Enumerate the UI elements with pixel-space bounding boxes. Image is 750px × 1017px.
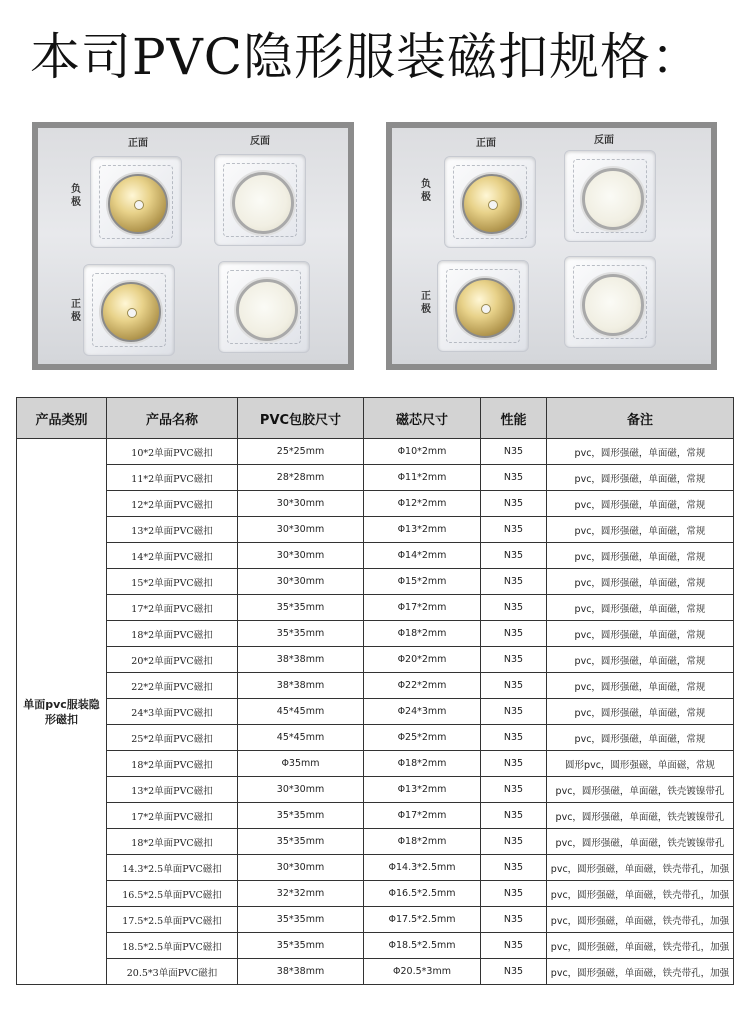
- pvc-size-cell: 38*38mm: [238, 647, 364, 673]
- grade-cell: N35: [481, 829, 547, 855]
- table-row: [17, 855, 734, 881]
- pvc-pad: [83, 264, 175, 356]
- pvc-pad: [90, 156, 182, 248]
- product-name-cell: 24*3单面PVC磁扣: [107, 699, 238, 725]
- table-row: [17, 959, 734, 985]
- table-row: [17, 933, 734, 959]
- header-note: 备注: [547, 398, 734, 439]
- core-size-cell: Φ17*2mm: [364, 595, 481, 621]
- pvc-size-cell: 45*45mm: [238, 725, 364, 751]
- note-cell: pvc，圆形强磁，单面磁，常规: [547, 491, 734, 517]
- note-cell: pvc，圆形强磁，单面磁，常规: [547, 595, 734, 621]
- magnet-back-icon: [582, 274, 644, 336]
- grade-cell: N35: [481, 777, 547, 803]
- grade-cell: N35: [481, 907, 547, 933]
- table-row: [17, 777, 734, 803]
- table-row: [17, 465, 734, 491]
- note-cell: pvc，圆形强磁，单面磁，铁壳带孔，加强: [547, 959, 734, 985]
- core-size-cell: Φ15*2mm: [364, 569, 481, 595]
- core-size-cell: Φ18*2mm: [364, 829, 481, 855]
- table-row: [17, 491, 734, 517]
- table-body: [17, 439, 734, 985]
- magnet-front-icon: [108, 174, 168, 234]
- back-label: 反面: [594, 135, 614, 146]
- pvc-size-cell: 35*35mm: [238, 621, 364, 647]
- product-name-cell: 20.5*3单面PVC磁扣: [107, 959, 238, 985]
- front-label: 正面: [128, 138, 148, 149]
- photo-surface: [38, 128, 348, 364]
- product-name-cell: 14*2单面PVC磁扣: [107, 543, 238, 569]
- note-cell: pvc，圆形强磁，单面磁，常规: [547, 647, 734, 673]
- magnet-front-icon: [455, 278, 515, 338]
- core-size-cell: Φ12*2mm: [364, 491, 481, 517]
- note-cell: 圆形pvc，圆形强磁，单面磁，常规: [547, 751, 734, 777]
- magnet-front-icon: [462, 174, 522, 234]
- product-name-cell: 18*2单面PVC磁扣: [107, 751, 238, 777]
- spec-table: [16, 397, 734, 985]
- product-name-cell: 17.5*2.5单面PVC磁扣: [107, 907, 238, 933]
- pvc-size-cell: 30*30mm: [238, 517, 364, 543]
- magnet-back-icon: [582, 168, 644, 230]
- table-row: [17, 907, 734, 933]
- core-size-cell: Φ18*2mm: [364, 621, 481, 647]
- table-row: [17, 673, 734, 699]
- category-cell: 单面pvc服装隐形磁扣: [17, 439, 107, 985]
- core-size-cell: Φ14.3*2.5mm: [364, 855, 481, 881]
- core-size-cell: Φ13*2mm: [364, 777, 481, 803]
- note-cell: pvc，圆形强磁，单面磁，常规: [547, 673, 734, 699]
- front-label: 正面: [476, 138, 496, 149]
- negative-pole-label: 负极: [71, 184, 81, 208]
- product-photo-right: [386, 122, 717, 370]
- table-row: [17, 829, 734, 855]
- core-size-cell: Φ20.5*3mm: [364, 959, 481, 985]
- pvc-size-cell: 25*25mm: [238, 439, 364, 465]
- pvc-size-cell: Φ35mm: [238, 751, 364, 777]
- page-title: 本司PVC隐形服装磁扣规格：: [30, 28, 703, 86]
- pvc-size-cell: 45*45mm: [238, 699, 364, 725]
- note-cell: pvc，圆形强磁，单面磁，常规: [547, 699, 734, 725]
- pvc-pad: [444, 156, 536, 248]
- note-cell: pvc，圆形强磁，单面磁，常规: [547, 543, 734, 569]
- product-name-cell: 13*2单面PVC磁扣: [107, 517, 238, 543]
- grade-cell: N35: [481, 491, 547, 517]
- pvc-size-cell: 30*30mm: [238, 569, 364, 595]
- pvc-size-cell: 30*30mm: [238, 777, 364, 803]
- pvc-size-cell: 35*35mm: [238, 933, 364, 959]
- pvc-pad: [564, 150, 656, 242]
- core-size-cell: Φ13*2mm: [364, 517, 481, 543]
- table-row: [17, 569, 734, 595]
- table-row: [17, 595, 734, 621]
- positive-pole-label: 正极: [421, 291, 431, 315]
- product-name-cell: 18.5*2.5单面PVC磁扣: [107, 933, 238, 959]
- product-name-cell: 25*2单面PVC磁扣: [107, 725, 238, 751]
- grade-cell: N35: [481, 699, 547, 725]
- core-size-cell: Φ20*2mm: [364, 647, 481, 673]
- table-row: [17, 699, 734, 725]
- pvc-size-cell: 35*35mm: [238, 907, 364, 933]
- header-core-size: 磁芯尺寸: [364, 398, 481, 439]
- pvc-size-cell: 38*38mm: [238, 959, 364, 985]
- pvc-pad: [437, 260, 529, 352]
- grade-cell: N35: [481, 569, 547, 595]
- pvc-size-cell: 28*28mm: [238, 465, 364, 491]
- product-name-cell: 17*2单面PVC磁扣: [107, 595, 238, 621]
- table-row: [17, 803, 734, 829]
- header-pvc-size: PVC包胶尺寸: [238, 398, 364, 439]
- grade-cell: N35: [481, 725, 547, 751]
- table-row: [17, 647, 734, 673]
- pvc-pad: [564, 256, 656, 348]
- magnet-back-icon: [236, 279, 298, 341]
- product-photo-left: [32, 122, 354, 370]
- pvc-size-cell: 30*30mm: [238, 543, 364, 569]
- product-name-cell: 18*2单面PVC磁扣: [107, 621, 238, 647]
- product-name-cell: 13*2单面PVC磁扣: [107, 777, 238, 803]
- product-name-cell: 14.3*2.5单面PVC磁扣: [107, 855, 238, 881]
- header-grade: 性能: [481, 398, 547, 439]
- note-cell: pvc，圆形强磁，单面磁，铁壳带孔，加强: [547, 881, 734, 907]
- back-label: 反面: [250, 136, 270, 147]
- photo-surface: [392, 128, 711, 364]
- core-size-cell: Φ17.5*2.5mm: [364, 907, 481, 933]
- note-cell: pvc，圆形强磁，单面磁，铁壳带孔，加强: [547, 855, 734, 881]
- grade-cell: N35: [481, 673, 547, 699]
- product-name-cell: 16.5*2.5单面PVC磁扣: [107, 881, 238, 907]
- grade-cell: N35: [481, 595, 547, 621]
- core-size-cell: Φ18.5*2.5mm: [364, 933, 481, 959]
- pvc-pad: [214, 154, 306, 246]
- core-size-cell: Φ25*2mm: [364, 725, 481, 751]
- product-name-cell: 12*2单面PVC磁扣: [107, 491, 238, 517]
- product-name-cell: 11*2单面PVC磁扣: [107, 465, 238, 491]
- core-size-cell: Φ14*2mm: [364, 543, 481, 569]
- pvc-size-cell: 35*35mm: [238, 829, 364, 855]
- note-cell: pvc，圆形强磁，单面磁，铁壳带孔，加强: [547, 933, 734, 959]
- table-row: [17, 543, 734, 569]
- core-size-cell: Φ11*2mm: [364, 465, 481, 491]
- pvc-size-cell: 35*35mm: [238, 803, 364, 829]
- note-cell: pvc，圆形强磁，单面磁，常规: [547, 569, 734, 595]
- magnet-front-icon: [101, 282, 161, 342]
- grade-cell: N35: [481, 543, 547, 569]
- product-name-cell: 17*2单面PVC磁扣: [107, 803, 238, 829]
- grade-cell: N35: [481, 465, 547, 491]
- pvc-pad: [218, 261, 310, 353]
- note-cell: pvc，圆形强磁，单面磁，铁壳镀镍带孔: [547, 777, 734, 803]
- core-size-cell: Φ24*3mm: [364, 699, 481, 725]
- grade-cell: N35: [481, 881, 547, 907]
- table-row: [17, 621, 734, 647]
- magnet-back-icon: [232, 172, 294, 234]
- header-product-name: 产品名称: [107, 398, 238, 439]
- product-name-cell: 15*2单面PVC磁扣: [107, 569, 238, 595]
- pvc-size-cell: 30*30mm: [238, 491, 364, 517]
- note-cell: pvc，圆形强磁，单面磁，常规: [547, 465, 734, 491]
- grade-cell: N35: [481, 933, 547, 959]
- note-cell: pvc，圆形强磁，单面磁，常规: [547, 517, 734, 543]
- core-size-cell: Φ18*2mm: [364, 751, 481, 777]
- grade-cell: N35: [481, 751, 547, 777]
- pvc-size-cell: 32*32mm: [238, 881, 364, 907]
- pvc-size-cell: 30*30mm: [238, 855, 364, 881]
- grade-cell: N35: [481, 855, 547, 881]
- table-row: [17, 439, 734, 465]
- table-row: [17, 517, 734, 543]
- product-name-cell: 10*2单面PVC磁扣: [107, 439, 238, 465]
- note-cell: pvc，圆形强磁，单面磁，常规: [547, 439, 734, 465]
- positive-pole-label: 正极: [71, 299, 81, 323]
- core-size-cell: Φ22*2mm: [364, 673, 481, 699]
- note-cell: pvc，圆形强磁，单面磁，铁壳镀镍带孔: [547, 829, 734, 855]
- grade-cell: N35: [481, 517, 547, 543]
- product-name-cell: 20*2单面PVC磁扣: [107, 647, 238, 673]
- product-name-cell: 18*2单面PVC磁扣: [107, 829, 238, 855]
- note-cell: pvc，圆形强磁，单面磁，铁壳带孔，加强: [547, 907, 734, 933]
- table-row: [17, 725, 734, 751]
- note-cell: pvc，圆形强磁，单面磁，常规: [547, 725, 734, 751]
- core-size-cell: Φ10*2mm: [364, 439, 481, 465]
- core-size-cell: Φ16.5*2.5mm: [364, 881, 481, 907]
- core-size-cell: Φ17*2mm: [364, 803, 481, 829]
- product-name-cell: 22*2单面PVC磁扣: [107, 673, 238, 699]
- negative-pole-label: 负极: [421, 179, 431, 203]
- note-cell: pvc，圆形强磁，单面磁，常规: [547, 621, 734, 647]
- grade-cell: N35: [481, 647, 547, 673]
- header-category: 产品类别: [17, 398, 107, 439]
- table-header-row: [17, 398, 734, 439]
- table-row: [17, 881, 734, 907]
- grade-cell: N35: [481, 621, 547, 647]
- pvc-size-cell: 35*35mm: [238, 595, 364, 621]
- grade-cell: N35: [481, 439, 547, 465]
- pvc-size-cell: 38*38mm: [238, 673, 364, 699]
- table-row: [17, 751, 734, 777]
- note-cell: pvc，圆形强磁，单面磁，铁壳镀镍带孔: [547, 803, 734, 829]
- grade-cell: N35: [481, 959, 547, 985]
- grade-cell: N35: [481, 803, 547, 829]
